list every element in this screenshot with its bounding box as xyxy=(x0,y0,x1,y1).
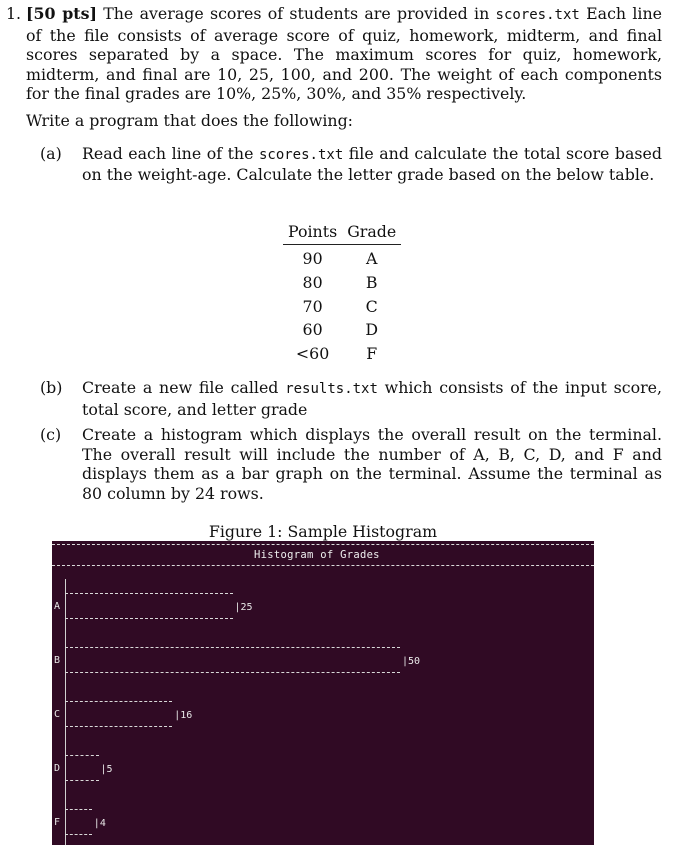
value-label-c: |16 xyxy=(174,710,193,721)
part-b-filename: results.txt xyxy=(285,381,378,397)
part-a-text-post: file and calculate the total score based on the weight-age. Calculate the letter grade based on the below table. xyxy=(82,143,662,185)
bar-c xyxy=(65,701,172,727)
grade-table-header xyxy=(283,219,401,245)
bar-b xyxy=(65,647,400,673)
category-label-f: F xyxy=(54,817,61,828)
figure-caption: Figure 1: Sample Histogram xyxy=(208,522,438,541)
value-label-d: |5 xyxy=(100,764,113,775)
instruction: Write a program that does the following: xyxy=(26,110,353,130)
part-c-label: (c) xyxy=(40,425,62,445)
question-1-continued xyxy=(6,378,662,504)
category-label-d: D xyxy=(54,763,61,774)
part-b-label: (b) xyxy=(40,378,63,397)
grade-cell: F xyxy=(366,344,378,364)
category-label-b: B xyxy=(54,655,61,666)
points-cell: 60 xyxy=(302,320,323,340)
grade-table xyxy=(283,219,401,366)
grade-cell: D xyxy=(365,320,379,340)
category-label-a: A xyxy=(54,601,61,612)
value-label-b: |50 xyxy=(402,656,421,667)
part-a-filename: scores.txt xyxy=(258,146,344,163)
grade-cell: C xyxy=(365,296,378,316)
input-filename: scores.txt xyxy=(495,7,580,23)
bar-d xyxy=(65,755,99,781)
top-border xyxy=(52,544,594,545)
part-a-label: (a) xyxy=(40,143,62,163)
bar-f xyxy=(65,809,92,835)
part-a xyxy=(40,144,662,185)
value-label-f: |4 xyxy=(93,818,106,829)
points-cell: 70 xyxy=(302,296,323,316)
part-c-text: Create a histogram which displays the overall result on the terminal. The overall result will include the number of A, B, C, D, and F and displays them as a bar graph on the terminal. Assume the terminal as 80 column by 24 rows. xyxy=(82,425,662,503)
terminal-title: Histogram of Grades xyxy=(254,549,380,561)
table-row xyxy=(283,245,401,271)
points-cell: 80 xyxy=(302,272,323,292)
grade-cell: B xyxy=(365,272,378,292)
table-row xyxy=(283,318,401,342)
part-b-text-post: which consists of the input score, total score, and letter grade xyxy=(82,378,663,419)
points-cell: <60 xyxy=(295,344,330,364)
header-grade: Grade xyxy=(342,219,401,245)
intro-text-1: The average scores of students are provided in xyxy=(96,4,496,23)
points-label: [50 pts] xyxy=(26,4,97,23)
title-border xyxy=(52,565,594,566)
header-points: Points xyxy=(283,219,342,245)
question-1 xyxy=(6,4,662,185)
part-b xyxy=(40,378,662,419)
question-intro xyxy=(26,4,662,104)
part-b-text-pre: Create a new file called xyxy=(82,378,286,397)
question-body xyxy=(26,4,662,185)
table-row xyxy=(283,295,401,319)
intro-text-2: Each line of the file consists of average score of quiz, homework, midterm, and final scores separated by a space. The maximum scores for quiz, homework, midterm, and final are 10, 25, 100, and 200. The weight of each components for the final grades are 10%, 25%, 30%, and 35% respectively. xyxy=(26,4,663,104)
part-c xyxy=(40,425,662,503)
category-label-c: C xyxy=(54,709,61,720)
table-row xyxy=(283,342,401,366)
question-number: 1. xyxy=(6,4,22,23)
grade-cell: A xyxy=(366,249,378,268)
points-cell: 90 xyxy=(302,249,323,268)
value-label-a: |25 xyxy=(234,602,253,613)
histogram-terminal xyxy=(52,541,594,845)
part-a-text-pre: Read each line of the xyxy=(82,143,259,163)
bar-a xyxy=(65,593,233,619)
table-row xyxy=(283,271,401,295)
